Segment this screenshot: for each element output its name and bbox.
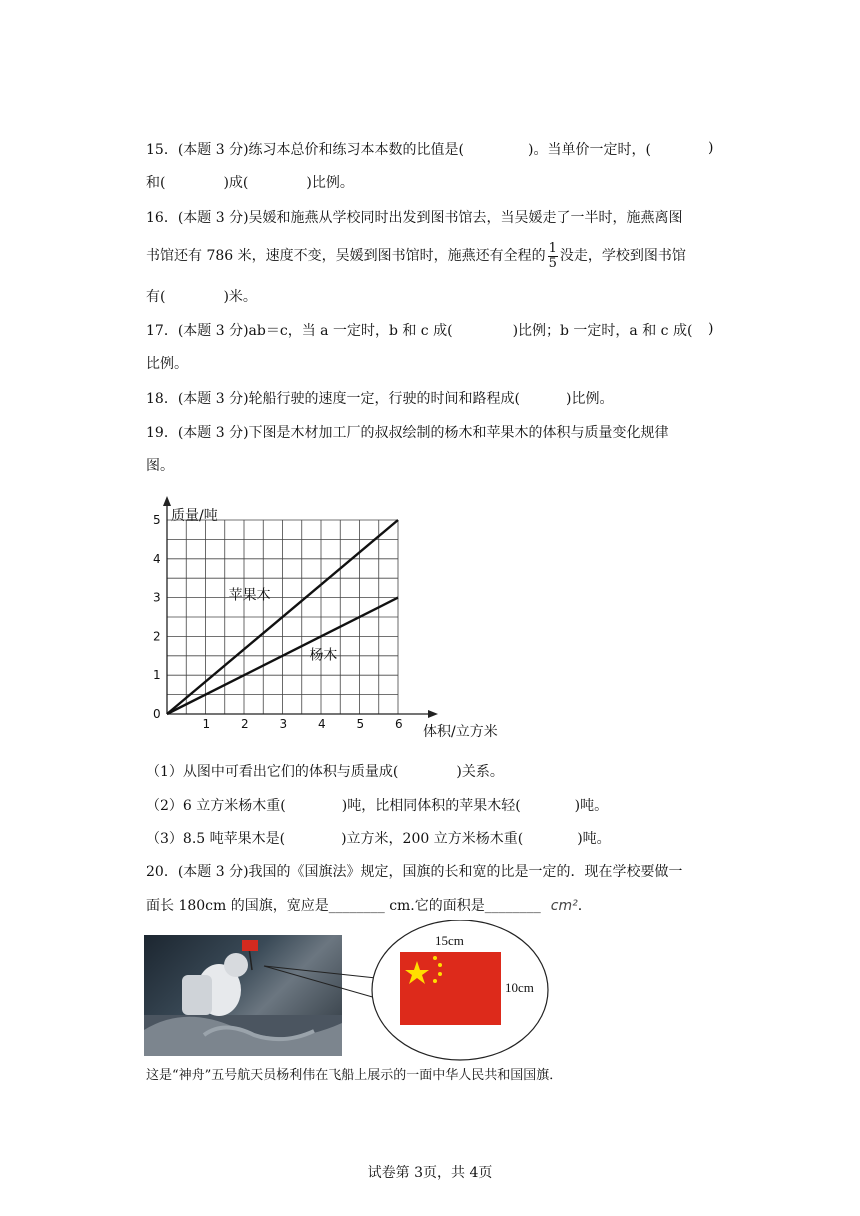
- chart-axes: [163, 496, 438, 718]
- q16-line3: [146, 287, 257, 307]
- q15-text-b: )。当单价一定时，(: [528, 142, 651, 158]
- q19-sub1-text-a: （1）从图中可看出它们的体积与质量成(: [146, 764, 399, 780]
- q19-sub1-text-b: )关系。: [456, 764, 504, 780]
- q16-text-a: 书馆还有 786 米，速度不变，吴媛到图书馆时，施燕还有全程的: [146, 248, 546, 264]
- q19-sub3-text-b: )立方米，200 立方米杨木重(: [341, 831, 524, 847]
- q19-line2: 图。: [146, 458, 174, 474]
- y-axis-title: 质量/吨: [171, 508, 218, 524]
- q15-right-paren: ): [708, 140, 714, 156]
- flag-callout: [260, 920, 600, 1065]
- q15-text-e: )比例。: [306, 175, 354, 191]
- y-tick-label: 2: [153, 629, 161, 644]
- q20-line1: 20．(本题 3 分)我国的《国旗法》规定，国旗的长和宽的比是一定的．现在学校要做一: [146, 864, 683, 880]
- q18-line1: [146, 389, 613, 409]
- series-label: 杨木: [309, 647, 338, 664]
- small-star: [438, 972, 442, 976]
- flag-width-label: 15cm: [435, 933, 464, 948]
- x-tick-label: 0: [153, 707, 161, 721]
- q20-caption: 这是“神舟”五号航天员杨利伟在飞船上展示的一面中华人民共和国国旗．: [146, 1068, 563, 1083]
- q15-line1: [146, 140, 651, 160]
- q19-sub1: [146, 762, 504, 782]
- series-label: 苹果木: [228, 587, 271, 604]
- small-star: [433, 979, 437, 983]
- q15-text-a: 15．(本题 3 分)练习本总价和练习本本数的比值是(: [146, 142, 465, 158]
- x-tick-label: 1: [202, 717, 211, 731]
- volume-mass-chart: [140, 492, 520, 742]
- q19-sub2-text-c: )吨。: [574, 798, 609, 814]
- q19-sub3-text-a: （3）8.5 吨苹果木是(: [146, 831, 286, 847]
- y-tick-label: 5: [153, 513, 161, 527]
- q16-text-c: 有(: [146, 289, 166, 305]
- y-axis-arrow: [163, 496, 171, 506]
- x-tick-label: 4: [318, 717, 326, 731]
- area-unit: cm²: [550, 898, 578, 914]
- q19-sub3-text-c: )吨。: [577, 831, 611, 847]
- q17-text-a: 17．(本题 3 分)ab＝c，当 a 一定时，b 和 c 成(: [146, 323, 453, 339]
- x-axis-arrow: [428, 710, 438, 718]
- q16-text-d: )米。: [223, 289, 257, 305]
- y-tick-label: 3: [153, 590, 161, 605]
- q15-text-d: )成(: [223, 175, 249, 191]
- x-axis-title: 体积/立方米: [423, 724, 498, 740]
- y-tick-label: 4: [153, 551, 161, 566]
- fraction-numerator: 1: [548, 240, 557, 256]
- x-tick-label: 6: [395, 717, 403, 731]
- q15-line2: [146, 173, 354, 193]
- page-footer: 试卷第 3页，共 4页: [367, 1165, 493, 1181]
- q19-line1: 19．(本题 3 分)下图是木材加工厂的叔叔绘制的杨木和苹果木的体积与质量变化规律: [146, 425, 669, 441]
- x-tick-label: 2: [241, 717, 249, 731]
- q20-line2: [146, 896, 582, 916]
- q17-line1: [146, 321, 692, 341]
- x-tick-label: 5: [356, 717, 365, 731]
- china-flag: [400, 952, 501, 1025]
- q19-sub2-text-b: )吨，比相同体积的苹果木轻(: [341, 798, 521, 814]
- fraction-denominator: 5: [548, 255, 557, 271]
- flag-height-label: 10cm: [505, 980, 534, 995]
- q19-sub2-text-a: （2）6 立方米杨木重(: [146, 798, 286, 814]
- q20-text-b: .: [577, 898, 583, 914]
- q16-text-b: 没走，学校到图书馆: [559, 248, 686, 264]
- small-star: [438, 963, 442, 967]
- x-tick-label: 3: [279, 717, 288, 731]
- y-tick-label: 1: [153, 668, 161, 683]
- chart-labels: [153, 508, 498, 740]
- q16-line1: 16．(本题 3 分)吴媛和施燕从学校同时出发到图书馆去，当吴媛走了一半时，施燕离图: [146, 210, 683, 226]
- q19-sub3: [146, 829, 611, 849]
- q17-right-paren: ): [708, 321, 714, 337]
- q18-text-b: )比例。: [566, 391, 614, 407]
- small-star: [433, 956, 437, 960]
- q17-line2: 比例。: [146, 356, 188, 372]
- q17-text-b: )比例；b 一定时，a 和 c 成(: [512, 323, 693, 339]
- q20-text-a: 面长 180cm 的国旗，宽应是________ cm.它的面积是________: [146, 898, 541, 914]
- fraction-one-fifth: [548, 242, 558, 271]
- q18-text-a: 18．(本题 3 分)轮船行驶的速度一定，行驶的时间和路程成(: [146, 391, 521, 407]
- q16-line2: [146, 238, 686, 274]
- q19-sub2: [146, 796, 608, 816]
- q15-text-c: 和(: [146, 175, 166, 191]
